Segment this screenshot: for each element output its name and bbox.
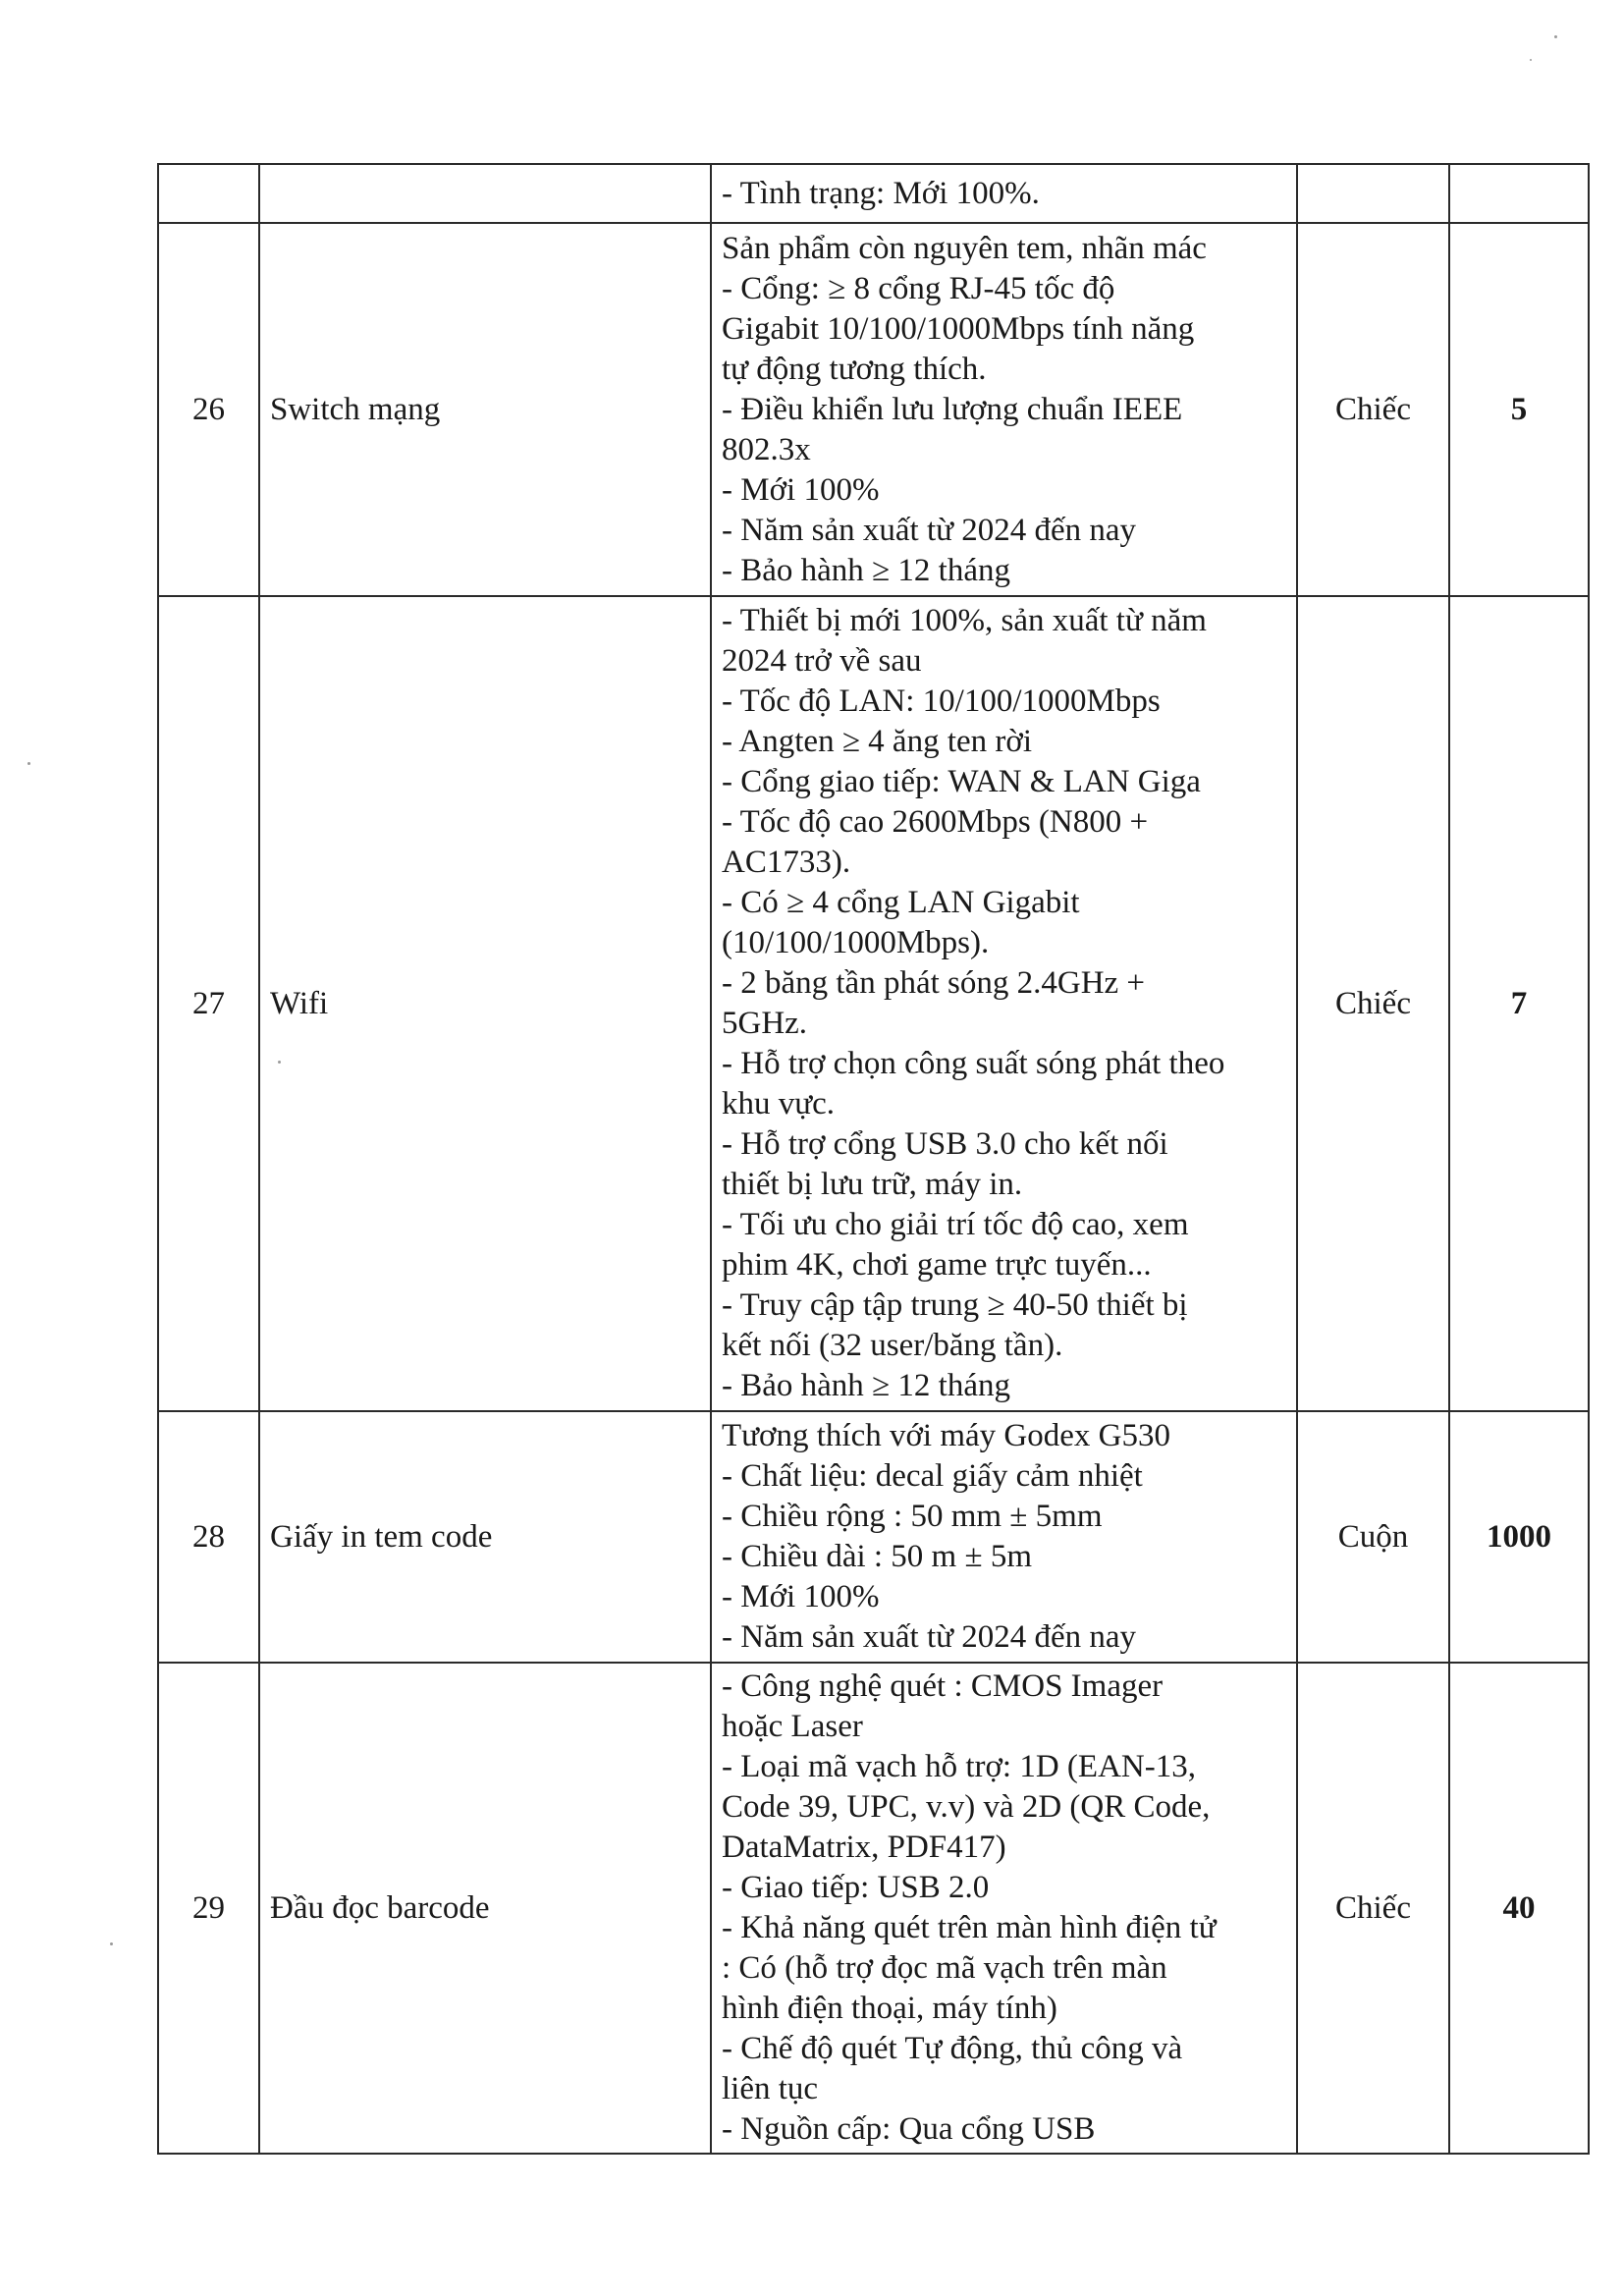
- spec-line: - Tốc độ cao 2600Mbps (N800 +: [722, 804, 1149, 840]
- scan-speck: [1530, 59, 1532, 61]
- item-quantity: 5: [1449, 223, 1589, 596]
- spec-line: - Năm sản xuất từ 2024 đến nay: [722, 512, 1137, 548]
- item-quantity: 7: [1449, 596, 1589, 1411]
- item-quantity: [1449, 164, 1589, 223]
- spec-line: - Tình trạng: Mới 100%.: [722, 175, 1040, 211]
- item-name: Đầu đọc barcode: [259, 1663, 711, 2154]
- row-number: 26: [158, 223, 259, 596]
- spec-line: - Chế độ quét Tự động, thủ công và: [722, 2031, 1183, 2066]
- spec-line: - Hỗ trợ chọn công suất sóng phát theo: [722, 1046, 1225, 1081]
- spec-line: Sản phẩm còn nguyên tem, nhãn mác: [722, 230, 1207, 266]
- item-unit: Chiếc: [1297, 1663, 1449, 2154]
- item-specification: [711, 223, 1297, 596]
- row-number: 28: [158, 1411, 259, 1663]
- spec-line: hoặc Laser: [722, 1709, 863, 1744]
- scan-speck: [110, 1942, 113, 1945]
- spec-line: - Chất liệu: decal giấy cảm nhiệt: [722, 1458, 1143, 1494]
- spec-line: - Thiết bị mới 100%, sản xuất từ năm: [722, 603, 1207, 638]
- scan-speck: [1554, 35, 1557, 38]
- spec-line: (10/100/1000Mbps).: [722, 925, 990, 960]
- spec-line: Code 39, UPC, v.v) và 2D (QR Code,: [722, 1789, 1211, 1825]
- equipment-spec-table: [157, 163, 1590, 2155]
- table-row: [158, 164, 1589, 223]
- spec-line: - Truy cập tập trung ≥ 40-50 thiết bị: [722, 1287, 1188, 1323]
- spec-line: - Điều khiển lưu lượng chuẩn IEEE: [722, 391, 1183, 427]
- item-specification: [711, 596, 1297, 1411]
- scan-speck: [27, 762, 30, 765]
- spec-line: - Angten ≥ 4 ăng ten rời: [722, 724, 1032, 759]
- spec-line: 5GHz.: [722, 1006, 808, 1041]
- item-unit: Chiếc: [1297, 596, 1449, 1411]
- item-unit: Cuộn: [1297, 1411, 1449, 1663]
- table-row: [158, 1411, 1589, 1663]
- spec-line: phim 4K, chơi game trực tuyến...: [722, 1247, 1152, 1283]
- spec-line: - Mới 100%: [722, 471, 880, 508]
- spec-line: tự động tương thích.: [722, 351, 987, 387]
- spec-line: - Có ≥ 4 cổng LAN Gigabit: [722, 885, 1080, 920]
- item-unit: Chiếc: [1297, 223, 1449, 596]
- spec-line: AC1733).: [722, 845, 851, 880]
- spec-line: - Chiều rộng : 50 mm ± 5mm: [722, 1499, 1103, 1534]
- item-specification: [711, 164, 1297, 223]
- table-row: [158, 596, 1589, 1411]
- item-unit: [1297, 164, 1449, 223]
- spec-line: - 2 băng tần phát sóng 2.4GHz +: [722, 965, 1146, 1001]
- table-row: [158, 223, 1589, 596]
- item-name: Switch mạng: [259, 223, 711, 596]
- spec-line: - Bảo hành ≥ 12 tháng: [722, 552, 1010, 588]
- spec-line: - Cổng: ≥ 8 cổng RJ-45 tốc độ: [722, 270, 1115, 306]
- spec-line: hình điện thoại, máy tính): [722, 1991, 1057, 2026]
- spec-line: 802.3x: [722, 431, 811, 467]
- spec-line: - Chiều dài : 50 m ± 5m: [722, 1539, 1032, 1574]
- item-specification: [711, 1411, 1297, 1663]
- item-name: [259, 164, 711, 223]
- spec-line: - Cổng giao tiếp: WAN & LAN Giga: [722, 764, 1201, 799]
- item-name: Wifi: [259, 596, 711, 1411]
- row-number: [158, 164, 259, 223]
- spec-line: : Có (hỗ trợ đọc mã vạch trên màn: [722, 1950, 1167, 1986]
- item-quantity: 1000: [1449, 1411, 1589, 1663]
- spec-line: 2024 trở về sau: [722, 643, 922, 679]
- item-specification: [711, 1663, 1297, 2154]
- spec-line: khu vực.: [722, 1086, 836, 1121]
- row-number: 27: [158, 596, 259, 1411]
- item-quantity: 40: [1449, 1663, 1589, 2154]
- spec-line: Gigabit 10/100/1000Mbps tính năng: [722, 310, 1195, 347]
- spec-line: thiết bị lưu trữ, máy in.: [722, 1167, 1023, 1202]
- spec-line: - Nguồn cấp: Qua cổng USB: [722, 2111, 1096, 2147]
- spec-line: - Công nghệ quét : CMOS Imager: [722, 1668, 1164, 1704]
- item-name: Giấy in tem code: [259, 1411, 711, 1663]
- spec-line: - Khả năng quét trên màn hình điện tử: [722, 1910, 1217, 1945]
- spec-line: - Hỗ trợ cổng USB 3.0 cho kết nối: [722, 1126, 1168, 1162]
- spec-line: DataMatrix, PDF417): [722, 1830, 1006, 1865]
- spec-line: - Mới 100%: [722, 1579, 880, 1614]
- row-number: 29: [158, 1663, 259, 2154]
- spec-line: Tương thích với máy Godex G530: [722, 1418, 1170, 1453]
- spec-line: - Loại mã vạch hỗ trợ: 1D (EAN-13,: [722, 1749, 1196, 1784]
- spec-line: kết nối (32 user/băng tần).: [722, 1328, 1063, 1363]
- spec-line: - Tốc độ LAN: 10/100/1000Mbps: [722, 683, 1161, 719]
- spec-line: - Tối ưu cho giải trí tốc độ cao, xem: [722, 1207, 1189, 1242]
- spec-line: liên tục: [722, 2071, 819, 2106]
- spec-line: - Bảo hành ≥ 12 tháng: [722, 1368, 1010, 1403]
- table-row: [158, 1663, 1589, 2154]
- spec-line: - Năm sản xuất từ 2024 đến nay: [722, 1619, 1137, 1655]
- spec-line: - Giao tiếp: USB 2.0: [722, 1870, 990, 1905]
